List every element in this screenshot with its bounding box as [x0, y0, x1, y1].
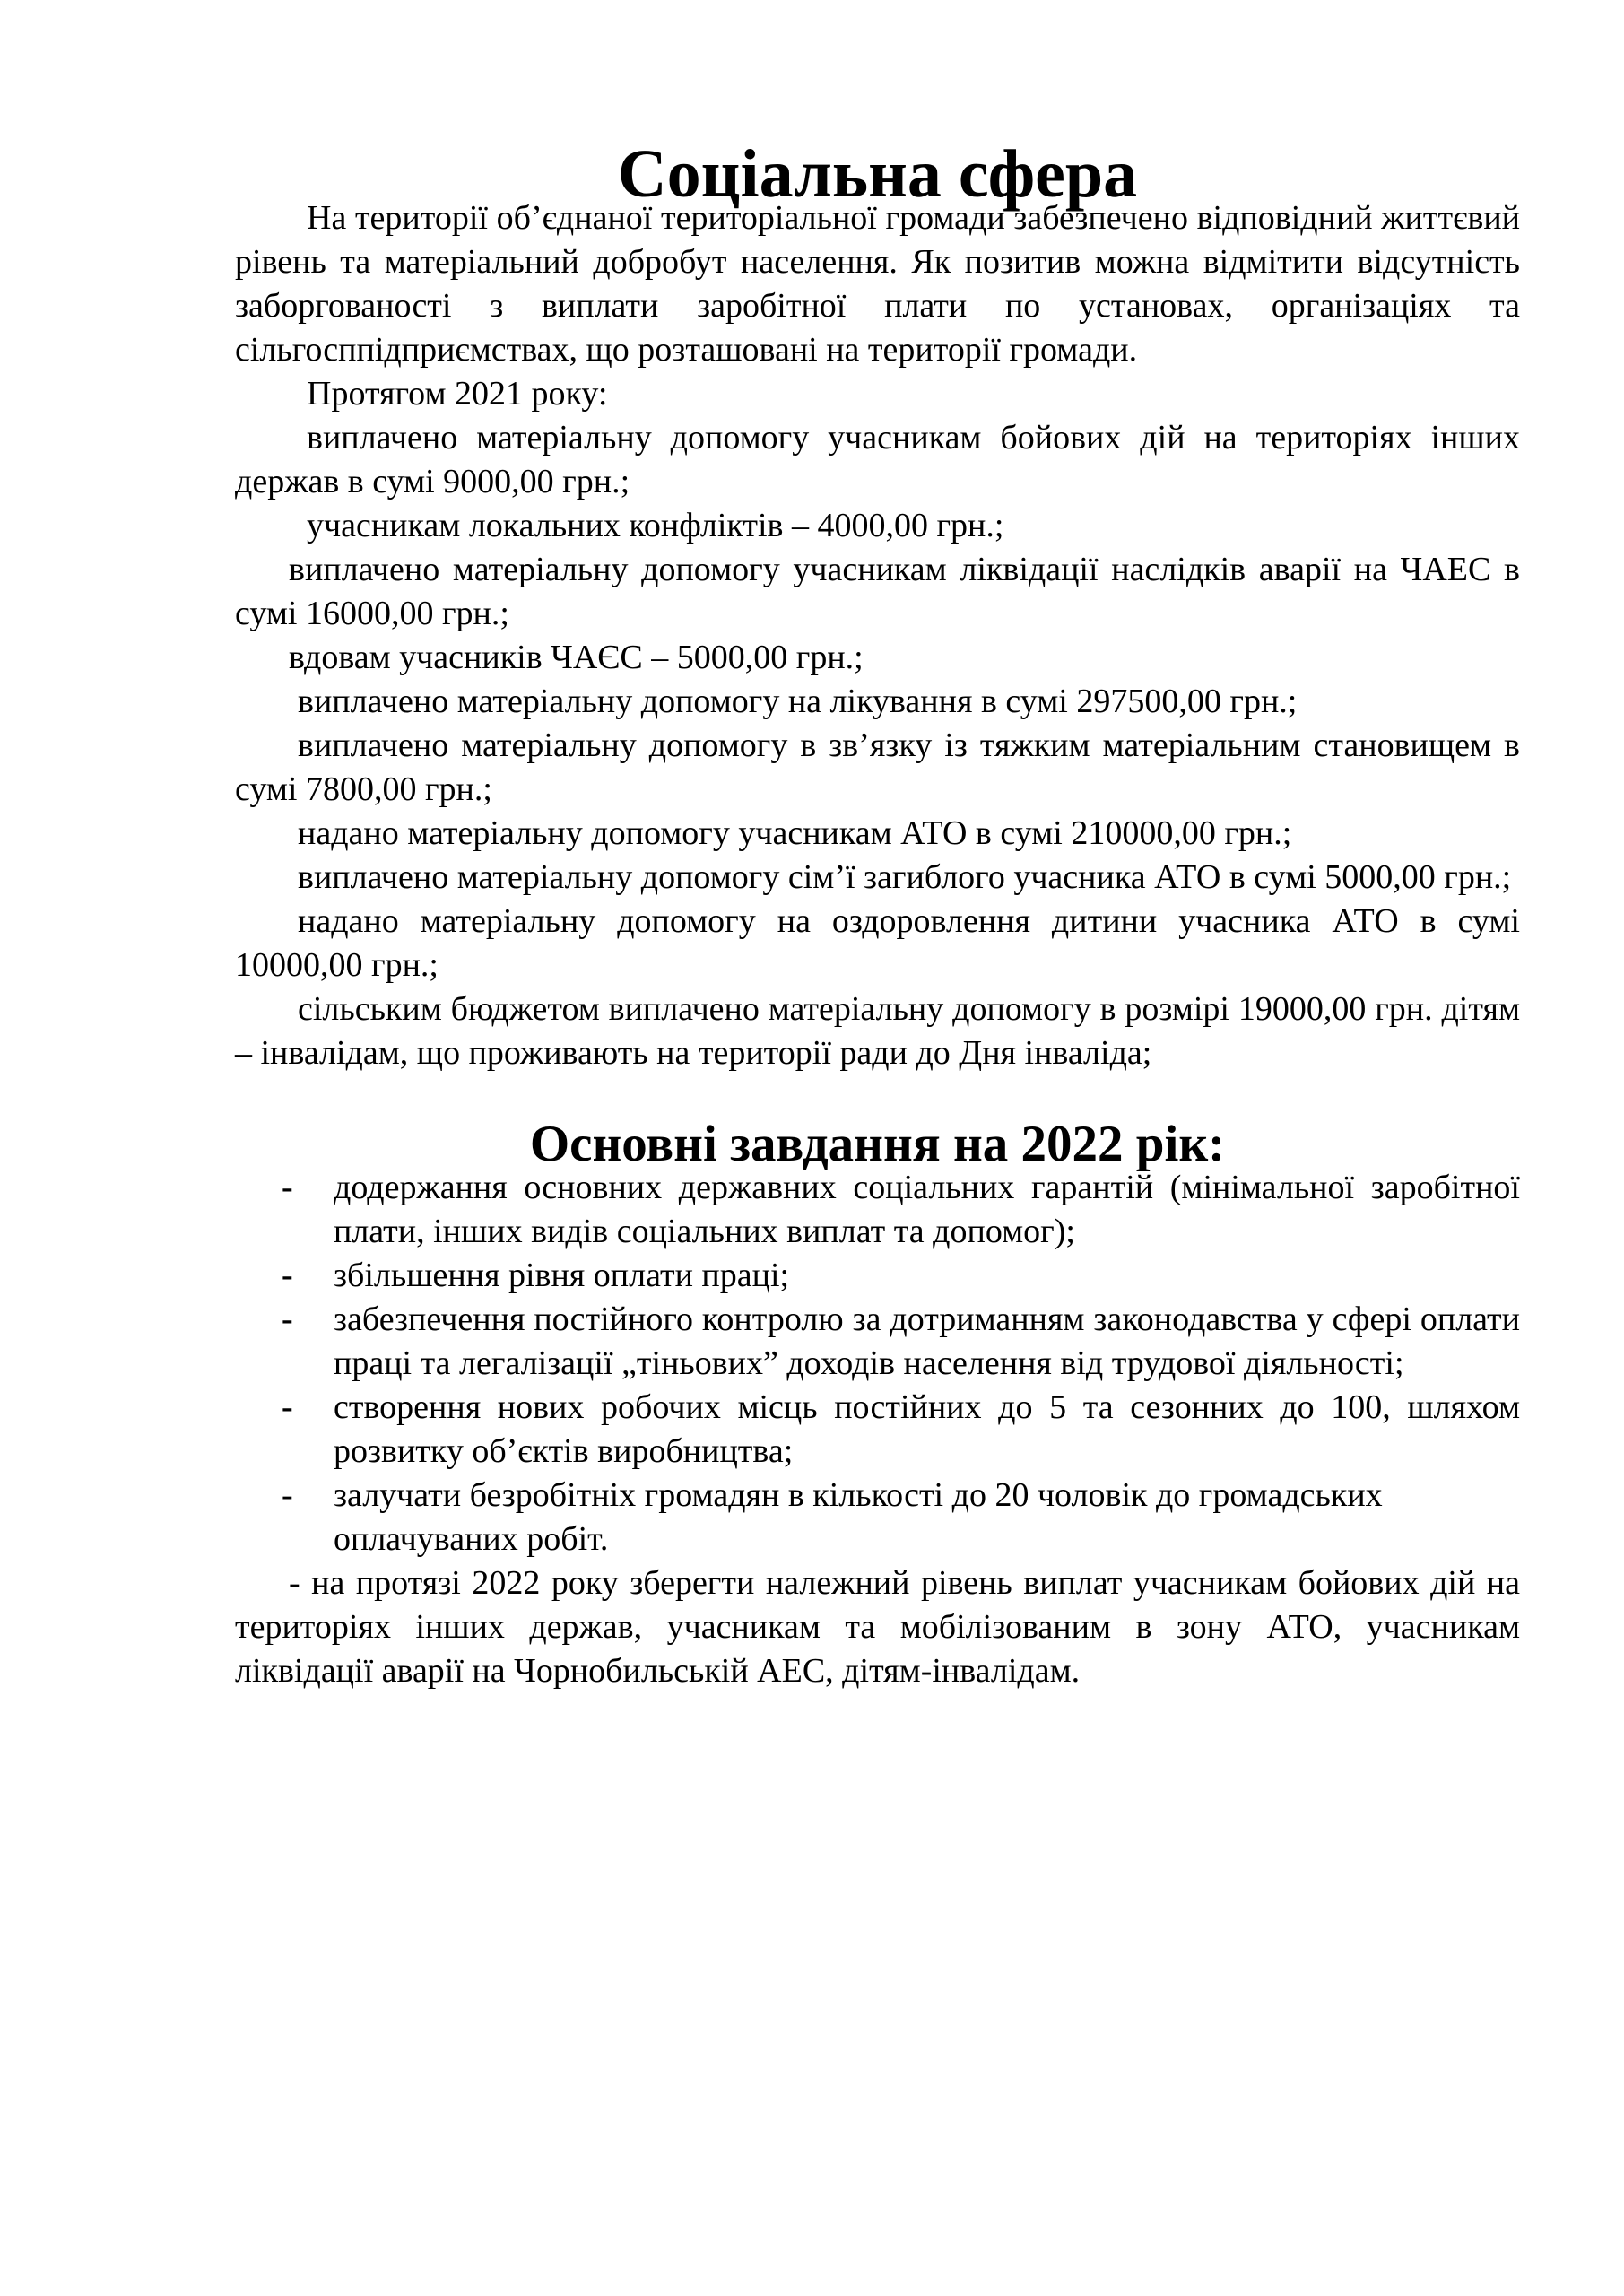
- list-item: сільським бюджетом виплачено матеріальну допомогу в розмірі 19000,00 грн. дітям – інвалідам, що проживають на території ради до Дня інваліда;: [235, 990, 1520, 1072]
- task-item: [235, 1254, 1520, 1298]
- dash-marker: -: [282, 1476, 293, 1514]
- list-item: учасникам локальних конфліктів – 4000,00 грн.;: [307, 507, 1004, 544]
- year-line: Протягом 2021 року:: [307, 375, 608, 413]
- list-item: вдовам учасників ЧАЄС – 5000,00 грн.;: [289, 639, 864, 676]
- document-page: [235, 136, 1520, 1693]
- list-item: виплачено матеріальну допомогу на лікування в сумі 297500,00 грн.;: [298, 683, 1298, 720]
- task-item: [235, 1298, 1520, 1386]
- task-text: забезпечення постійного контролю за дотриманням законодавства у сфері оплати праці та легалізації „тіньових” доходів населення від трудової діяльності;: [334, 1300, 1520, 1382]
- dash-marker: -: [282, 1388, 293, 1426]
- dash-marker: -: [282, 1257, 293, 1294]
- task-text: збільшення рівня оплати праці;: [334, 1257, 790, 1294]
- task-item: [235, 1386, 1520, 1474]
- task-text: додержання основних державних соціальних гарантій (мінімальної заробітної плати, інших видів соціальних виплат та допомог);: [334, 1169, 1520, 1250]
- dash-marker: -: [282, 1300, 293, 1338]
- section-title-tasks: Основні завдання на 2022 рік:: [529, 1116, 1226, 1172]
- task-item: [235, 1474, 1520, 1561]
- task-text: залучати безробітніх громадян в кількості до 20 чоловік до громадських оплачуваних робіт.: [334, 1476, 1383, 1558]
- list-item: виплачено матеріальну допомогу в зв’язку із тяжким матеріальним становищем в сумі 7800,00 грн.;: [235, 726, 1520, 808]
- tasks-list: [235, 1166, 1520, 1561]
- list-item: виплачено матеріальну допомогу сім’ї загиблого учасника АТО в сумі 5000,00 грн.;: [298, 858, 1512, 896]
- task-text: створення нових робочих місць постійних до 5 та сезонних до 100, шляхом розвитку об’єктів виробництва;: [334, 1388, 1520, 1470]
- task-item: [235, 1166, 1520, 1254]
- dash-marker: -: [282, 1169, 293, 1206]
- list-item: виплачено матеріальну допомогу учасникам бойових дій на територіях інших держав в сумі 9000,00 грн.;: [235, 419, 1520, 500]
- intro-paragraph: На території об’єднаної територіальної громади забезпечено відповідний життєвий рівень та матеріальний добробут населення. Як позитив можна відмітити відсутність заборгованості з виплати заробітної плати по установах, організаціях та сільгосппідприємствах, що розташовані на території громади.: [235, 199, 1520, 369]
- section-title-social: Соціальна сфера: [617, 136, 1138, 212]
- list-item: надано матеріальну допомогу на оздоровлення дитини учасника АТО в сумі 10000,00 грн.;: [235, 902, 1520, 984]
- final-paragraph: - на протязі 2022 року зберегти належний рівень виплат учасникам бойових дій на територіях інших держав, учасникам та мобілізованим в зону АТО, учасникам ліквідації аварії на Чорнобильській АЕС, дітям-інвалідам.: [235, 1564, 1520, 1690]
- list-item: надано матеріальну допомогу учасникам АТО в сумі 210000,00 грн.;: [298, 814, 1292, 852]
- list-item: виплачено матеріальну допомогу учасникам ліквідації наслідків аварії на ЧАЕС в сумі 16000,00 грн.;: [235, 551, 1520, 632]
